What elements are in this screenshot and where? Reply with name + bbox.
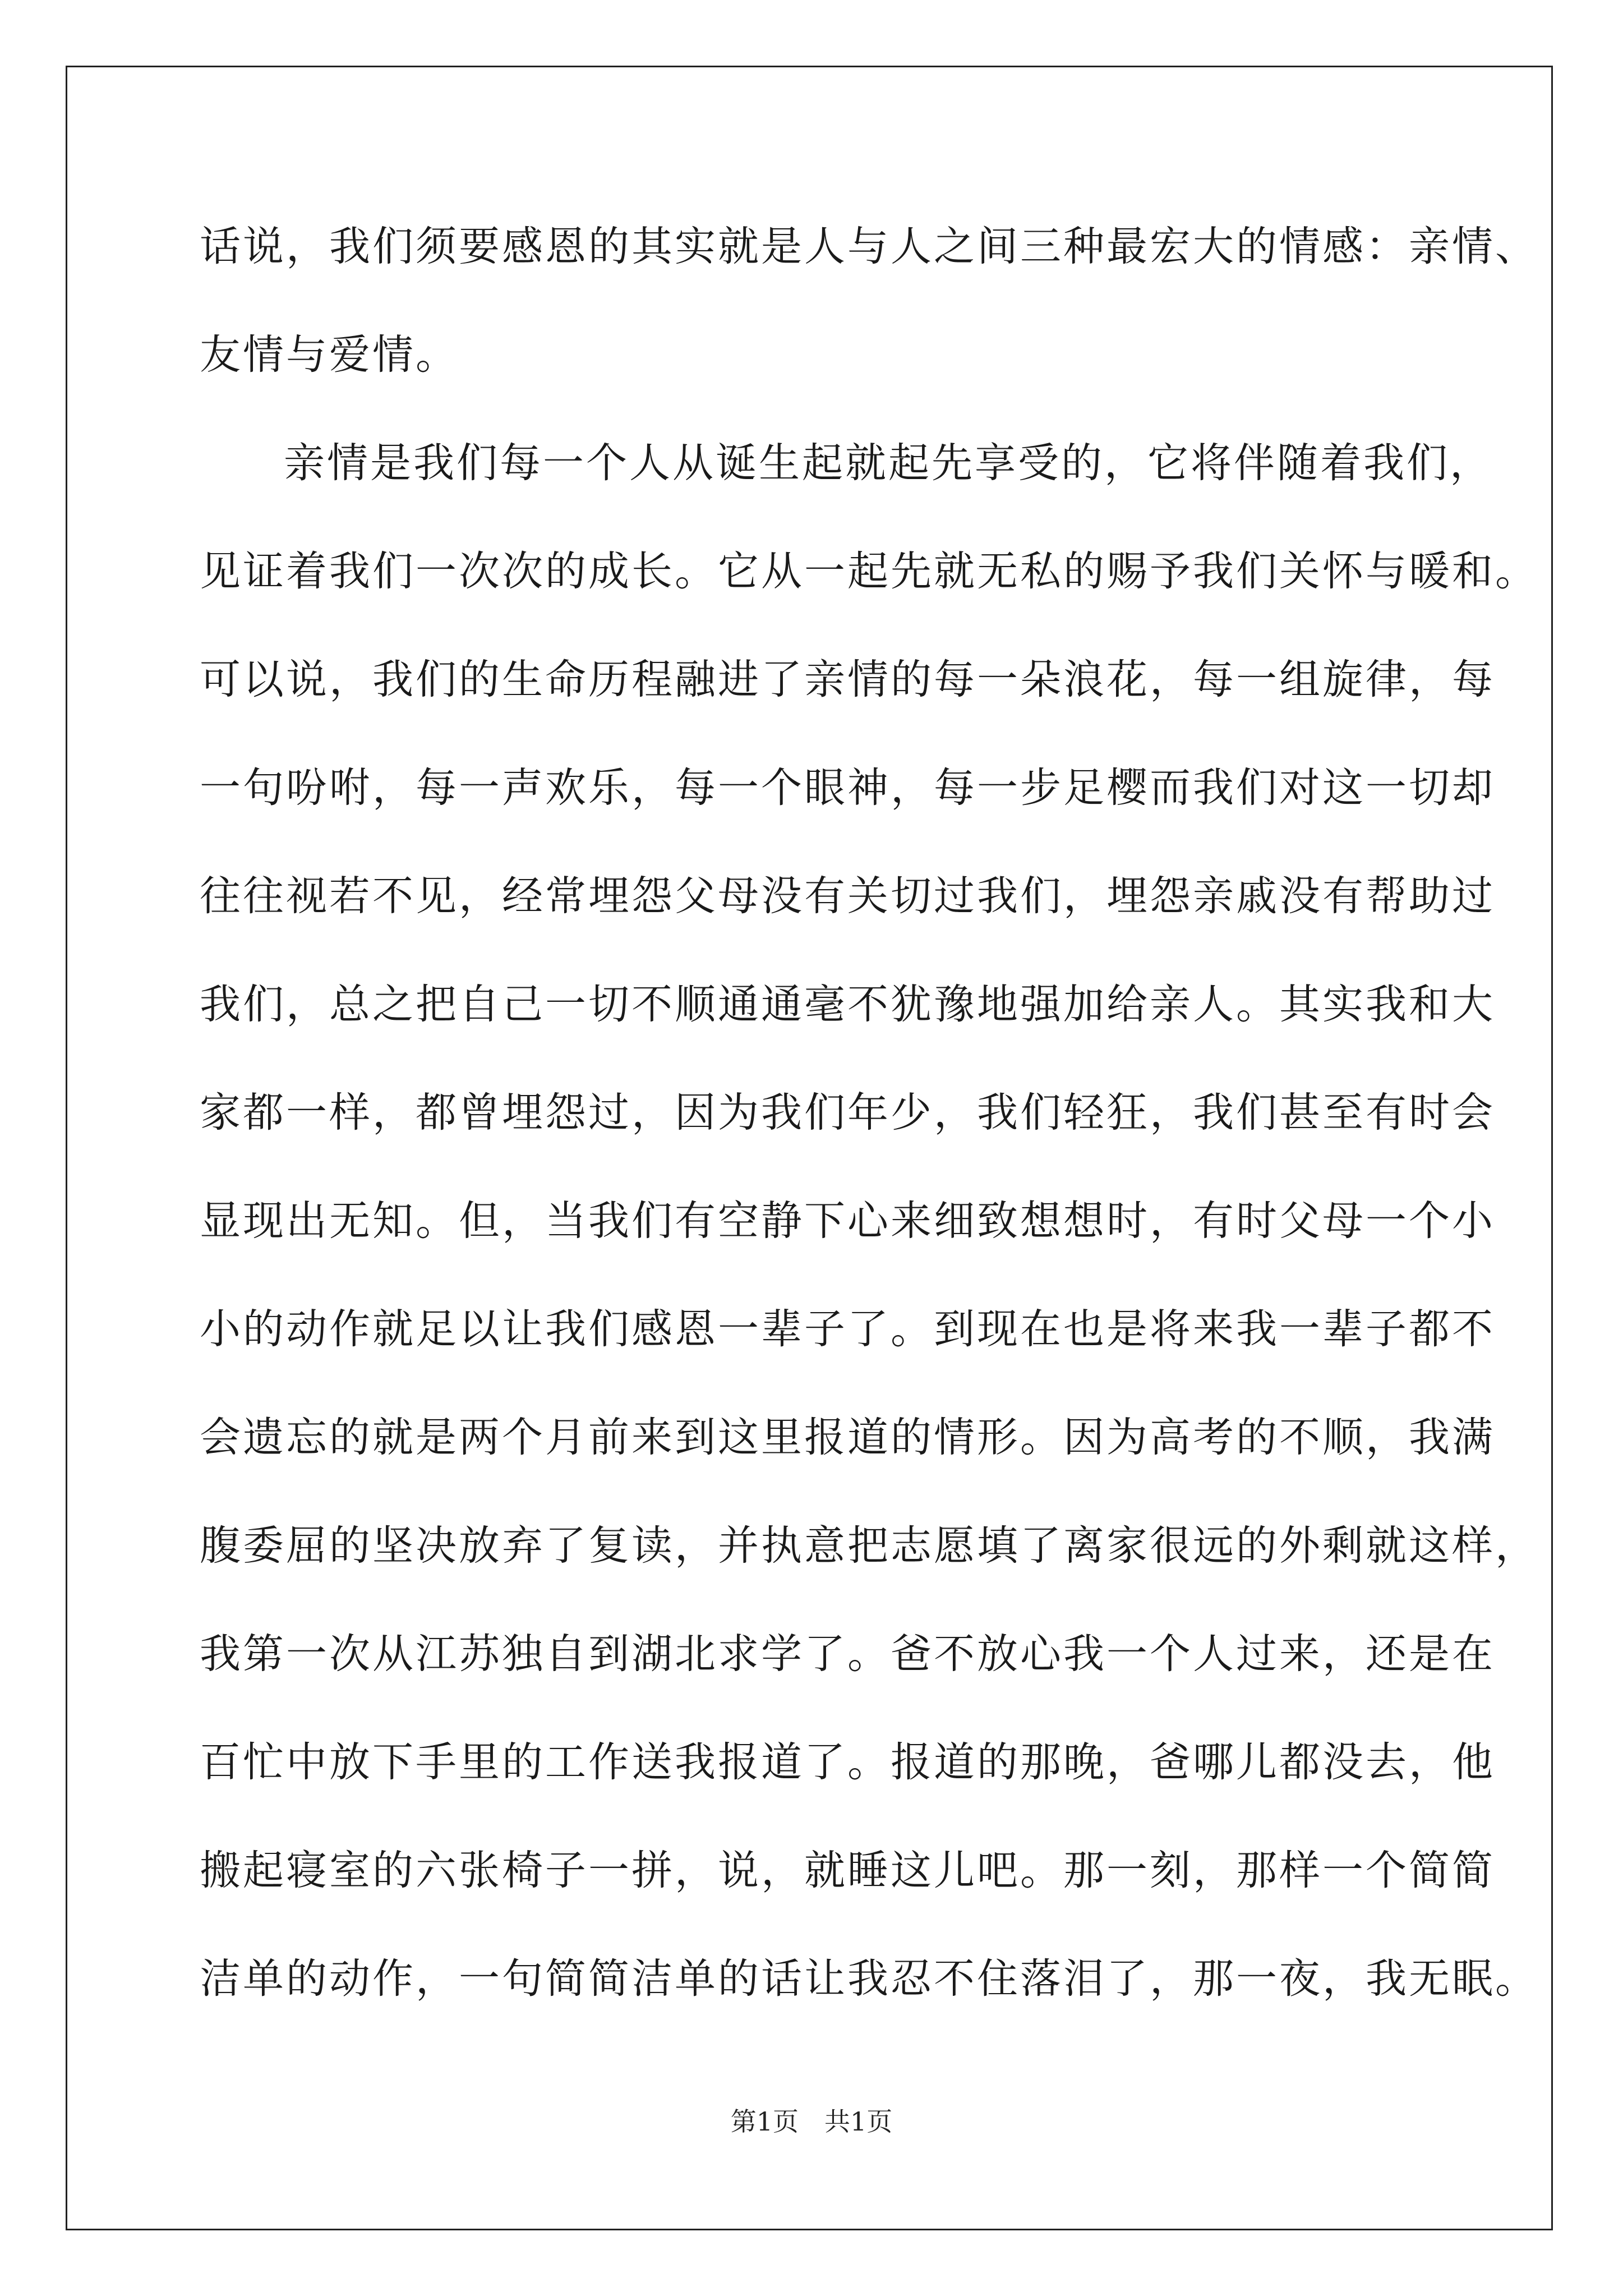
page-number-current: 第1页 (730, 2106, 799, 2137)
text-line: 洁单的动作，一句简简洁单的话让我忍不住落泪了，那一夜，我无眠。 (200, 1955, 1538, 2003)
text-line: 家都一样，都曾埋怨过，因为我们年少，我们轻狂，我们甚至有时会 (200, 1089, 1495, 1137)
text-line: 往往视若不见，经常埋怨父母没有关切过我们，埋怨亲戚没有帮助过 (200, 872, 1495, 920)
text-line: 搬起寝室的六张椅子一拼，说，就睡这儿吧。那一刻，那样一个简简 (200, 1847, 1495, 1894)
text-line: 亲情是我们每一个人从诞生起就起先享受的，它将伴随着我们， (284, 439, 1493, 487)
text-line: 小的动作就足以让我们感恩一辈子了。到现在也是将来我一辈子都不 (200, 1305, 1495, 1353)
text-line: 可以说，我们的生命历程融进了亲情的每一朵浪花，每一组旋律，每 (200, 656, 1495, 703)
text-line: 一句吩咐，每一声欢乐，每一个眼神，每一步足樱而我们对这一切却 (200, 764, 1495, 812)
document-body (200, 213, 1538, 2054)
text-line: 我第一次从江苏独自到湖北求学了。爸不放心我一个人过来，还是在 (200, 1630, 1495, 1678)
text-line: 显现出无知。但，当我们有空静下心来细致想想时，有时父母一个小 (200, 1197, 1495, 1245)
page-number-total: 共1页 (824, 2106, 893, 2137)
text-line: 我们，总之把自己一切不顺通通毫不犹豫地强加给亲人。其实我和大 (200, 981, 1495, 1028)
text-line: 友情与爱情。 (200, 331, 459, 379)
text-line: 见证着我们一次次的成长。它从一起先就无私的赐予我们关怀与暖和。 (200, 547, 1538, 595)
page-footer (0, 2105, 1623, 2138)
text-line: 百忙中放下手里的工作送我报道了。报道的那晚，爸哪儿都没去，他 (200, 1738, 1495, 1786)
text-line: 话说，我们须要感恩的其实就是人与人之间三种最宏大的情感：亲情、 (200, 223, 1538, 270)
text-line: 腹委屈的坚决放弃了复读，并执意把志愿填了离家很远的外剩就这样， (200, 1522, 1538, 1570)
text-line: 会遗忘的就是两个月前来到这里报道的情形。因为高考的不顺，我满 (200, 1414, 1495, 1461)
